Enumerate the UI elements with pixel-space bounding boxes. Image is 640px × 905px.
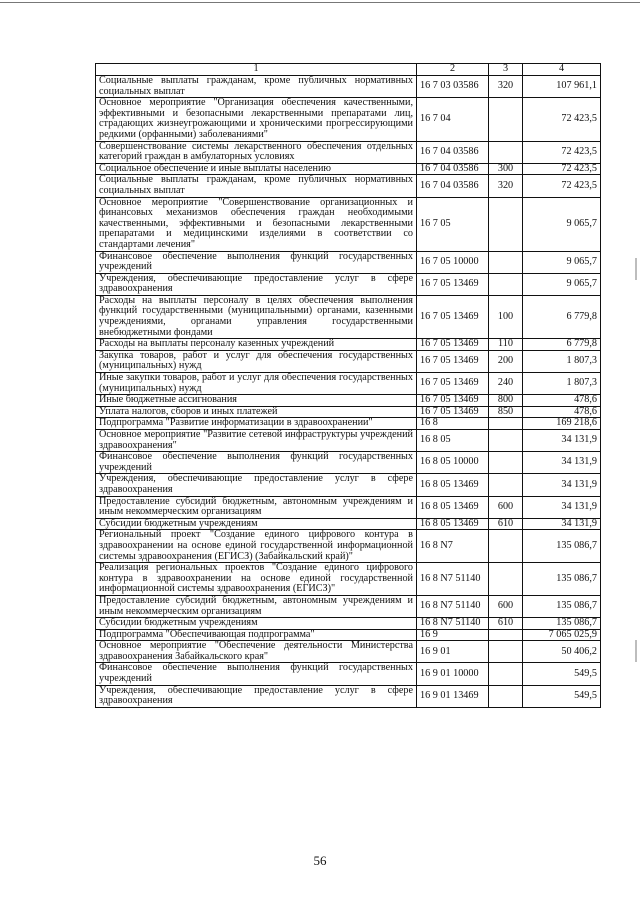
row-type-cell xyxy=(489,641,523,663)
row-amount-cell: 135 086,7 xyxy=(523,618,601,630)
table-row xyxy=(96,163,601,175)
row-amount-cell: 34 131,9 xyxy=(523,474,601,496)
scan-edge-mark xyxy=(635,640,637,662)
row-amount-cell: 72 423,5 xyxy=(523,163,601,175)
row-amount-cell: 7 065 025,9 xyxy=(523,629,601,641)
row-code-cell: 16 8 N7 51140 xyxy=(417,618,489,630)
table-row xyxy=(96,98,601,141)
row-type-cell: 600 xyxy=(489,496,523,518)
row-name-cell: Социальные выплаты гражданам, кроме публичных нормативных социальных выплат xyxy=(96,175,417,197)
table-row xyxy=(96,350,601,372)
row-type-cell: 320 xyxy=(489,76,523,98)
row-name-cell: Совершенствование системы лекарственного обеспечения отдельных категорий граждан в амбулаторных условиях xyxy=(96,141,417,163)
table-row xyxy=(96,395,601,407)
row-name-cell: Субсидии бюджетным учреждениям xyxy=(96,518,417,530)
row-code-cell: 16 7 05 10000 xyxy=(417,251,489,273)
table-row xyxy=(96,373,601,395)
row-amount-cell: 1 807,3 xyxy=(523,350,601,372)
row-name-cell: Основное мероприятие "Совершенствование организационных и финансовых механизмов обеспечения граждан необходимыми качественными, эффективными и безопасными лекарственными препаратами и медицинскими изделиями в соответствии со стандартами лечения" xyxy=(96,197,417,251)
row-code-cell: 16 7 05 13469 xyxy=(417,339,489,351)
row-name-cell: Региональный проект "Создание единого цифрового контура в здравоохранении на основе единой государственной информационной системы здравоохранения (ЕГИСЗ) (Забайкальский край)" xyxy=(96,530,417,563)
table-row xyxy=(96,197,601,251)
row-name-cell: Основное мероприятие "Развитие сетевой инфраструктуры учреждений здравоохранения" xyxy=(96,430,417,452)
row-code-cell: 16 9 01 xyxy=(417,641,489,663)
row-name-cell: Учреждения, обеспечивающие предоставление услуг в сфере здравоохранения xyxy=(96,273,417,295)
row-type-cell xyxy=(489,530,523,563)
row-name-cell: Подпрограмма "Обеспечивающая подпрограмма" xyxy=(96,629,417,641)
table-row xyxy=(96,339,601,351)
table-row xyxy=(96,474,601,496)
row-type-cell: 850 xyxy=(489,406,523,418)
row-code-cell: 16 7 05 13469 xyxy=(417,395,489,407)
row-amount-cell: 135 086,7 xyxy=(523,530,601,563)
row-type-cell: 600 xyxy=(489,595,523,617)
row-type-cell: 610 xyxy=(489,618,523,630)
row-code-cell: 16 8 05 13469 xyxy=(417,496,489,518)
table-row xyxy=(96,629,601,641)
table-row xyxy=(96,685,601,707)
row-type-cell xyxy=(489,474,523,496)
table-row xyxy=(96,251,601,273)
table-row xyxy=(96,418,601,430)
row-code-cell: 16 7 05 xyxy=(417,197,489,251)
row-name-cell: Учреждения, обеспечивающие предоставление услуг в сфере здравоохранения xyxy=(96,474,417,496)
scan-edge-mark xyxy=(635,258,637,280)
row-name-cell: Расходы на выплаты персоналу казенных учреждений xyxy=(96,339,417,351)
row-name-cell: Учреждения, обеспечивающие предоставление услуг в сфере здравоохранения xyxy=(96,685,417,707)
row-amount-cell: 9 065,7 xyxy=(523,251,601,273)
row-code-cell: 16 8 05 10000 xyxy=(417,452,489,474)
row-amount-cell: 9 065,7 xyxy=(523,273,601,295)
header-row xyxy=(96,64,601,76)
row-code-cell: 16 7 05 13469 xyxy=(417,350,489,372)
row-type-cell: 800 xyxy=(489,395,523,407)
row-code-cell: 16 7 04 03586 xyxy=(417,141,489,163)
row-code-cell: 16 7 05 13469 xyxy=(417,295,489,338)
row-name-cell: Финансовое обеспечение выполнения функций государственных учреждений xyxy=(96,663,417,685)
row-type-cell: 610 xyxy=(489,518,523,530)
row-amount-cell: 135 086,7 xyxy=(523,595,601,617)
row-type-cell xyxy=(489,141,523,163)
row-code-cell: 16 7 04 03586 xyxy=(417,163,489,175)
row-amount-cell: 478,6 xyxy=(523,406,601,418)
row-type-cell xyxy=(489,430,523,452)
row-name-cell: Реализация региональных проектов "Создание единого цифрового контура в здравоохранении на основе единой государственной информационной системы здравоохранения (ЕГИСЗ)" xyxy=(96,563,417,596)
row-code-cell: 16 7 04 03586 xyxy=(417,175,489,197)
row-code-cell: 16 8 05 13469 xyxy=(417,474,489,496)
row-type-cell xyxy=(489,629,523,641)
row-amount-cell: 34 131,9 xyxy=(523,518,601,530)
header-col-1: 1 xyxy=(96,64,417,76)
row-code-cell: 16 7 05 13469 xyxy=(417,406,489,418)
row-amount-cell: 6 779,8 xyxy=(523,295,601,338)
row-name-cell: Социальные выплаты гражданам, кроме публичных нормативных социальных выплат xyxy=(96,76,417,98)
row-code-cell: 16 7 03 03586 xyxy=(417,76,489,98)
row-code-cell: 16 8 N7 51140 xyxy=(417,595,489,617)
row-type-cell xyxy=(489,452,523,474)
row-amount-cell: 72 423,5 xyxy=(523,141,601,163)
table-row xyxy=(96,175,601,197)
row-type-cell xyxy=(489,98,523,141)
row-name-cell: Основное мероприятие "Организация обеспечения качественными, эффективными и безопасными лекарственными препаратами лиц, страдающих жизнеугрожающими и хроническими прогрессирующими редкими (орфанными) заболеваниями" xyxy=(96,98,417,141)
row-amount-cell: 549,5 xyxy=(523,685,601,707)
header-col-4: 4 xyxy=(523,64,601,76)
table-row xyxy=(96,663,601,685)
row-name-cell: Уплата налогов, сборов и иных платежей xyxy=(96,406,417,418)
row-name-cell: Финансовое обеспечение выполнения функций государственных учреждений xyxy=(96,251,417,273)
row-code-cell: 16 9 xyxy=(417,629,489,641)
row-amount-cell: 34 131,9 xyxy=(523,496,601,518)
row-name-cell: Предоставление субсидий бюджетным, автономным учреждениям и иным некоммерческим организациям xyxy=(96,496,417,518)
row-type-cell xyxy=(489,685,523,707)
table-row xyxy=(96,141,601,163)
row-type-cell xyxy=(489,663,523,685)
table-row xyxy=(96,641,601,663)
row-name-cell: Основное мероприятие "Обеспечение деятельности Министерства здравоохранения Забайкальского края" xyxy=(96,641,417,663)
page-number: 56 xyxy=(313,853,327,868)
row-type-cell: 240 xyxy=(489,373,523,395)
row-type-cell xyxy=(489,563,523,596)
table-row xyxy=(96,406,601,418)
row-amount-cell: 107 961,1 xyxy=(523,76,601,98)
row-code-cell: 16 7 05 13469 xyxy=(417,273,489,295)
table-row xyxy=(96,595,601,617)
row-name-cell: Иные закупки товаров, работ и услуг для обеспечения государственных (муниципальных) нужд xyxy=(96,373,417,395)
table-row xyxy=(96,430,601,452)
row-name-cell: Расходы на выплаты персоналу в целях обеспечения выполнения функций государственными (муниципальными) органами, казенными учреждениями, органами управления государственными внебюджетными фондами xyxy=(96,295,417,338)
row-name-cell: Закупка товаров, работ и услуг для обеспечения государственных (муниципальных) нужд xyxy=(96,350,417,372)
table-row xyxy=(96,518,601,530)
header-col-2: 2 xyxy=(417,64,489,76)
row-code-cell: 16 7 05 13469 xyxy=(417,373,489,395)
row-code-cell: 16 8 05 xyxy=(417,430,489,452)
row-type-cell: 100 xyxy=(489,295,523,338)
row-name-cell: Субсидии бюджетным учреждениям xyxy=(96,618,417,630)
row-amount-cell: 135 086,7 xyxy=(523,563,601,596)
row-amount-cell: 9 065,7 xyxy=(523,197,601,251)
row-type-cell xyxy=(489,418,523,430)
row-type-cell xyxy=(489,197,523,251)
row-amount-cell: 34 131,9 xyxy=(523,430,601,452)
budget-table xyxy=(95,63,601,708)
row-code-cell: 16 8 N7 xyxy=(417,530,489,563)
header-col-3: 3 xyxy=(489,64,523,76)
row-code-cell: 16 8 N7 51140 xyxy=(417,563,489,596)
row-code-cell: 16 7 04 xyxy=(417,98,489,141)
row-code-cell: 16 8 05 13469 xyxy=(417,518,489,530)
row-type-cell xyxy=(489,273,523,295)
row-code-cell: 16 9 01 10000 xyxy=(417,663,489,685)
table-body xyxy=(96,76,601,708)
row-amount-cell: 34 131,9 xyxy=(523,452,601,474)
table-row xyxy=(96,618,601,630)
row-name-cell: Иные бюджетные ассигнования xyxy=(96,395,417,407)
table-row xyxy=(96,452,601,474)
row-amount-cell: 72 423,5 xyxy=(523,98,601,141)
row-amount-cell: 50 406,2 xyxy=(523,641,601,663)
row-amount-cell: 6 779,8 xyxy=(523,339,601,351)
row-name-cell: Финансовое обеспечение выполнения функций государственных учреждений xyxy=(96,452,417,474)
row-name-cell: Предоставление субсидий бюджетным, автономным учреждениям и иным некоммерческим организациям xyxy=(96,595,417,617)
table-row xyxy=(96,496,601,518)
table-row xyxy=(96,273,601,295)
table-row xyxy=(96,76,601,98)
row-code-cell: 16 9 01 13469 xyxy=(417,685,489,707)
row-amount-cell: 72 423,5 xyxy=(523,175,601,197)
table-header xyxy=(96,64,601,76)
row-type-cell: 300 xyxy=(489,163,523,175)
table-row xyxy=(96,295,601,338)
row-amount-cell: 169 218,6 xyxy=(523,418,601,430)
table-row xyxy=(96,530,601,563)
row-name-cell: Социальное обеспечение и иные выплаты населению xyxy=(96,163,417,175)
table-row xyxy=(96,563,601,596)
row-amount-cell: 478,6 xyxy=(523,395,601,407)
row-amount-cell: 549,5 xyxy=(523,663,601,685)
row-type-cell: 110 xyxy=(489,339,523,351)
row-code-cell: 16 8 xyxy=(417,418,489,430)
top-scan-rule xyxy=(0,2,640,3)
row-type-cell xyxy=(489,251,523,273)
row-name-cell: Подпрограмма "Развитие информатизации в здравоохранении" xyxy=(96,418,417,430)
row-amount-cell: 1 807,3 xyxy=(523,373,601,395)
row-type-cell: 320 xyxy=(489,175,523,197)
row-type-cell: 200 xyxy=(489,350,523,372)
